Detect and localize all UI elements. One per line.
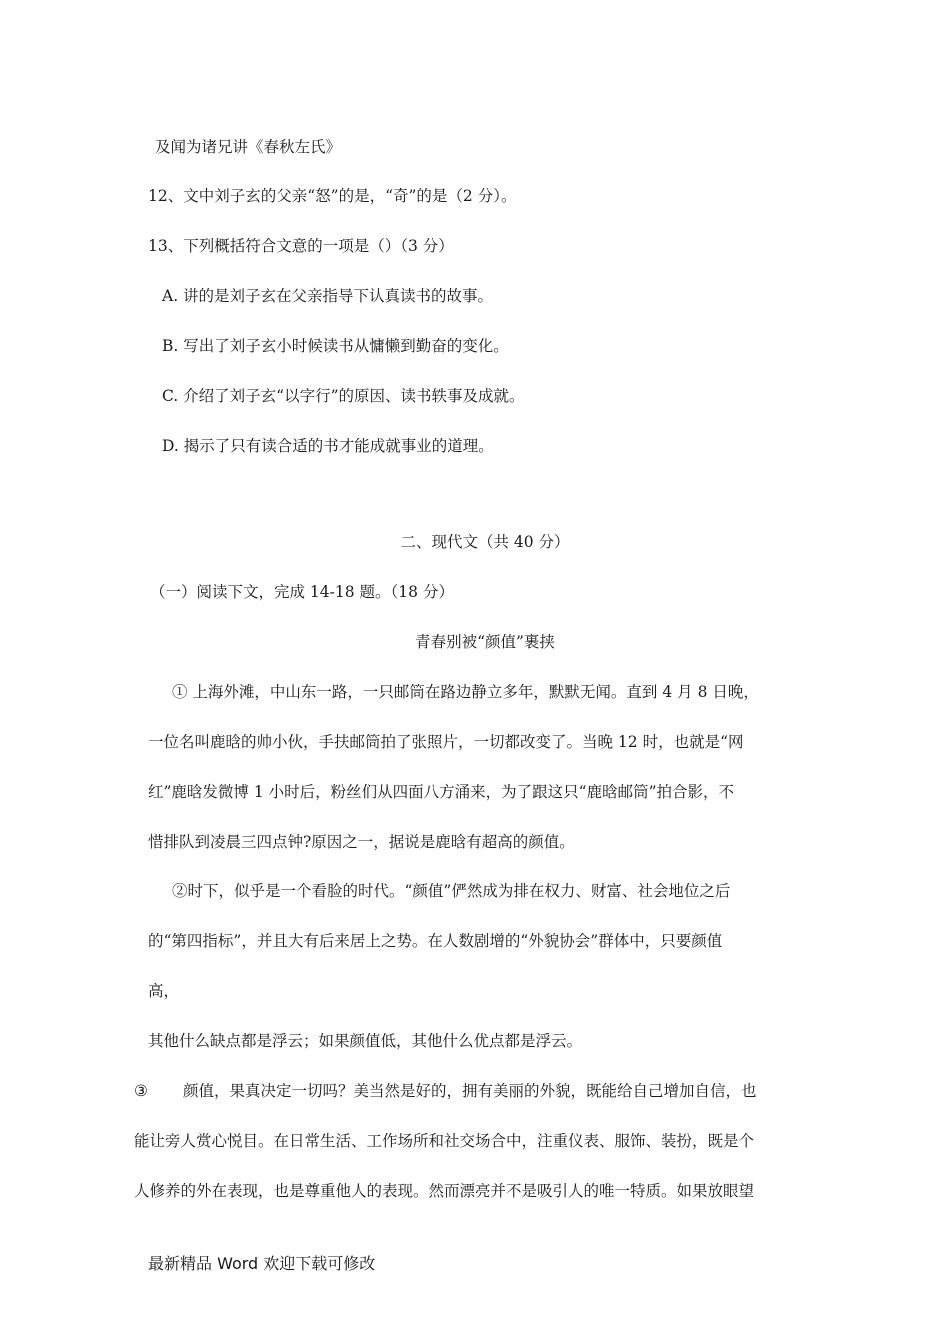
paragraph-1-line: 一位名叫鹿晗的帅小伙，手扶邮筒拍了张照片，一切都改变了。当晚 12 时，也就是“网 (148, 733, 744, 751)
paragraph-1-line: 红”鹿晗发微博 1 小时后，粉丝们从四面八方涌来，为了跟这只“鹿晗邮筒”拍合影，不 (148, 783, 734, 801)
option-d: D. 揭示了只有读合适的书才能成就事业的道理。 (162, 437, 494, 455)
question-12: 12、文中刘子玄的父亲“怒”的是，“奇”的是（2 分）。 (148, 187, 517, 205)
paragraph-2-line: 高， (148, 982, 180, 1000)
section-sub-heading: （一）阅读下文，完成 14-18 题。（18 分） (150, 583, 454, 601)
option-c: C. 介绍了刘子玄“以字行”的原因、读书轶事及成就。 (162, 387, 525, 405)
article-title: 青春别被“颜值”裹挟 (415, 633, 555, 651)
top-fragment-text: 及闻为诸兄讲《春秋左氏》 (155, 138, 342, 156)
section-heading: 二、现代文（共 40 分） (400, 533, 570, 551)
option-a: A. 讲的是刘子玄在父亲指导下认真读书的故事。 (162, 287, 494, 305)
paragraph-3-line: 能让旁人赏心悦目。在日常生活、工作场所和社交场合中，注重仪表、服饰、装扮，既是个 (134, 1132, 755, 1150)
paragraph-3-marker: ③ (134, 1082, 148, 1100)
paragraph-1-line: 惜排队到凌晨三四点钟?原因之一，据说是鹿晗有超高的颜值。 (148, 833, 575, 851)
question-13: 13、下列概括符合文意的一项是（）（3 分） (148, 237, 454, 255)
paragraph-1-line: ① 上海外滩，中山东一路，一只邮筒在路边静立多年，默默无闻。直到 4 月 8 日晚， (172, 683, 759, 701)
paragraph-2-line: 其他什么缺点都是浮云；如果颜值低，其他什么优点都是浮云。 (148, 1032, 583, 1050)
paragraph-2-line: ②时下，似乎是一个看脸的时代。“颜值”俨然成为排在权力、财富、社会地位之后 (172, 882, 731, 900)
paragraph-3-line: 颜值，果真决定一切吗？美当然是好的，拥有美丽的外貌，既能给自己增加自信，也 (183, 1082, 757, 1100)
paragraph-3-line: 人修养的外在表现，也是尊重他人的表现。然而漂亮并不是吸引人的唯一特质。如果放眼望 (134, 1182, 755, 1200)
option-b: B. 写出了刘子玄小时候读书从慵懒到勤奋的变化。 (162, 337, 509, 355)
page-footer: 最新精品 Word 欢迎下载可修改 (148, 1254, 376, 1273)
paragraph-2-line: 的“第四指标”，并且大有后来居上之势。在人数剧增的“外貌协会”群体中，只要颜值 (148, 932, 723, 950)
